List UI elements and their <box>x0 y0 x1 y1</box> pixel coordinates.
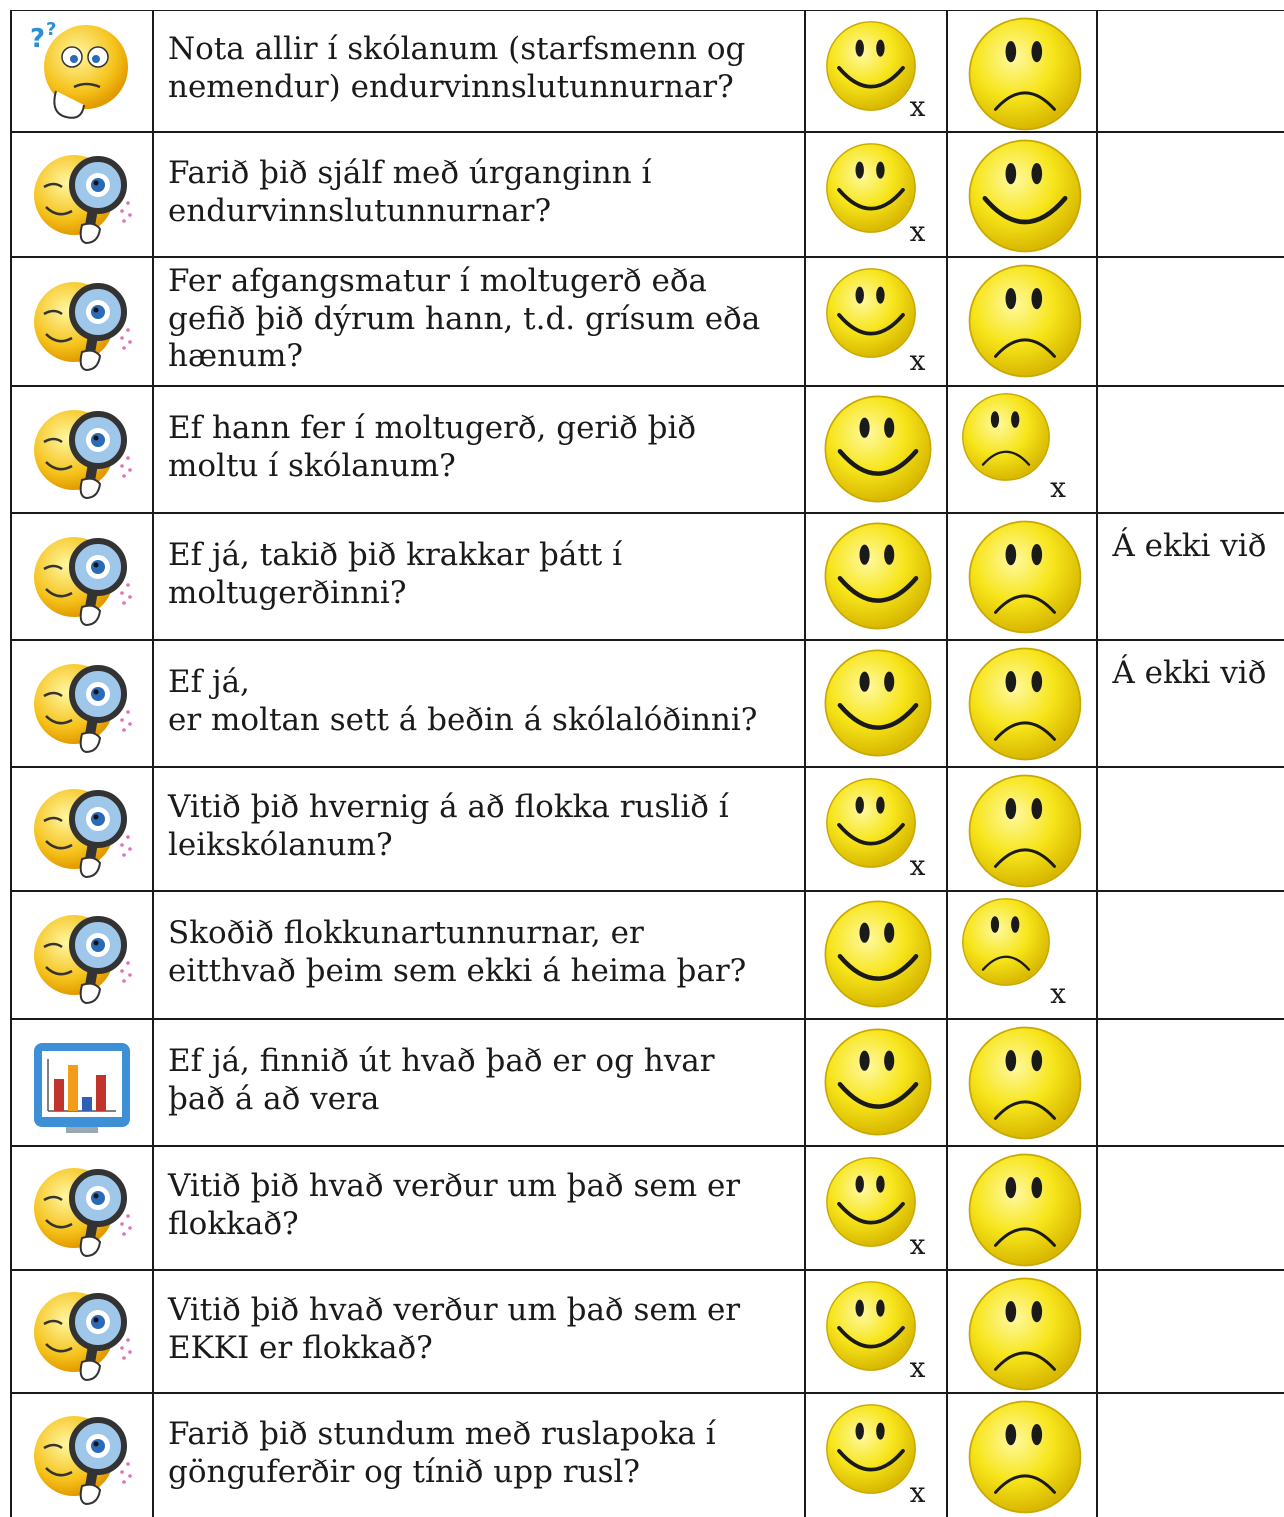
survey-row <box>11 1146 1284 1270</box>
note-cell <box>1097 1019 1284 1146</box>
survey-row <box>11 1019 1284 1146</box>
question-cell <box>153 1019 805 1146</box>
note-cell <box>1097 386 1284 513</box>
smiley-happy-icon <box>822 647 934 759</box>
note-cell <box>1097 1270 1284 1393</box>
no-answer-cell[interactable] <box>947 257 1097 386</box>
smiley-sad-icon <box>966 262 1084 380</box>
smiley-sad-icon <box>966 1398 1084 1516</box>
yes-answer-cell[interactable] <box>805 1019 947 1146</box>
survey-row <box>11 767 1284 891</box>
no-answer-cell[interactable] <box>947 767 1097 891</box>
no-answer-cell[interactable] <box>947 891 1097 1019</box>
question-cell <box>153 386 805 513</box>
bar-chart-board-icon <box>26 1029 138 1137</box>
yes-answer-cell[interactable] <box>805 386 947 513</box>
survey-row <box>11 640 1284 767</box>
question-text: Vitið þið hvað verður um það sem er flokkað? <box>168 1168 741 1242</box>
no-answer-cell[interactable] <box>947 640 1097 767</box>
note-cell <box>1097 1146 1284 1270</box>
question-text: Fer afgangsmatur í moltugerð eða gefið þið dýrum hann, t.d. grísum eða hænum? <box>168 262 761 375</box>
answer-mark: x <box>909 344 926 377</box>
smiley-happy-icon <box>822 1026 934 1138</box>
yes-answer-cell[interactable] <box>805 132 947 257</box>
not-applicable-note: Á ekki við <box>1112 528 1267 564</box>
yes-answer-cell[interactable] <box>805 1270 947 1393</box>
question-cell <box>153 513 805 640</box>
question-text: Vitið þið hvað verður um það sem er EKKI er flokkað? <box>168 1291 741 1366</box>
smiley-sad-icon <box>966 1024 1084 1142</box>
survey-row <box>11 1393 1284 1517</box>
row-icon-cell <box>11 513 153 640</box>
question-text: Skoðið flokkunartunnurnar, er eitthvað þeim sem ekki á heima þar? <box>168 915 747 989</box>
row-icon-cell <box>11 11 153 133</box>
answer-mark: x <box>909 1476 926 1509</box>
row-icon-cell <box>11 891 153 1019</box>
note-cell <box>1097 11 1284 133</box>
question-text: Ef hann fer í moltugerð, gerið þið moltu í skólanum? <box>168 409 697 484</box>
smiley-happy-icon <box>824 1155 918 1249</box>
survey-row <box>11 11 1284 133</box>
smiley-happy-icon <box>824 776 918 870</box>
smiley-happy-icon <box>966 137 1084 255</box>
svg-text:?: ? <box>30 24 46 54</box>
smiley-sad-icon <box>966 772 1084 890</box>
thinking-face-question-icon <box>26 17 138 125</box>
row-icon-cell <box>11 386 153 513</box>
question-cell <box>153 767 805 891</box>
note-cell <box>1097 1393 1284 1517</box>
yes-answer-cell[interactable] <box>805 891 947 1019</box>
smiley-happy-icon <box>824 1402 918 1496</box>
row-icon-cell <box>11 1019 153 1146</box>
note-cell <box>1097 767 1284 891</box>
no-answer-cell[interactable] <box>947 1270 1097 1393</box>
no-answer-cell[interactable] <box>947 1019 1097 1146</box>
row-icon-cell <box>11 1393 153 1517</box>
answer-mark: x <box>909 1351 926 1384</box>
survey-row <box>11 1270 1284 1393</box>
magnifying-glass-face-icon <box>26 1402 138 1510</box>
survey-row <box>11 257 1284 386</box>
note-cell <box>1097 513 1284 640</box>
yes-answer-cell[interactable] <box>805 1146 947 1270</box>
row-icon-cell <box>11 132 153 257</box>
question-cell <box>153 11 805 133</box>
svg-text:?: ? <box>46 19 57 40</box>
no-answer-cell[interactable] <box>947 11 1097 133</box>
no-answer-cell[interactable] <box>947 1146 1097 1270</box>
smiley-sad-icon <box>966 645 1084 763</box>
question-text: Vitið þið hvernig á að flokka ruslið í leikskólanum? <box>168 789 729 863</box>
magnifying-glass-face-icon <box>26 775 138 883</box>
smiley-sad-icon <box>960 391 1052 483</box>
answer-mark: x <box>1050 977 1066 1010</box>
survey-row <box>11 513 1284 640</box>
question-cell <box>153 132 805 257</box>
survey-table <box>10 10 1284 1517</box>
note-cell <box>1097 640 1284 767</box>
smiley-happy-icon <box>824 141 918 235</box>
magnifying-glass-face-icon <box>26 268 138 376</box>
row-icon-cell <box>11 257 153 386</box>
row-icon-cell <box>11 1146 153 1270</box>
question-text: Ef já, finnið út hvað það er og hvar það á að vera <box>168 1042 715 1117</box>
yes-answer-cell[interactable] <box>805 1393 947 1517</box>
smiley-happy-icon <box>822 520 934 632</box>
smiley-sad-icon <box>966 518 1084 636</box>
question-cell <box>153 1270 805 1393</box>
survey-row <box>11 132 1284 257</box>
smiley-sad-icon <box>966 1151 1084 1269</box>
yes-answer-cell[interactable] <box>805 513 947 640</box>
note-cell <box>1097 132 1284 257</box>
question-text: Ef já, er moltan sett á beðin á skólalóðinni? <box>168 663 758 738</box>
not-applicable-note: Á ekki við <box>1112 655 1267 691</box>
question-text: Farið þið sjálf með úrganginn í endurvinnslutunnurnar? <box>168 154 652 229</box>
survey-row <box>11 891 1284 1019</box>
smiley-sad-icon <box>960 896 1052 988</box>
yes-answer-cell[interactable] <box>805 640 947 767</box>
question-cell <box>153 1393 805 1517</box>
note-cell <box>1097 257 1284 386</box>
question-text: Farið þið stundum með ruslapoka í gönguferðir og tínið upp rusl? <box>168 1415 716 1490</box>
magnifying-glass-face-icon <box>26 1278 138 1386</box>
yes-answer-cell[interactable] <box>805 767 947 891</box>
smiley-happy-icon <box>824 266 918 360</box>
magnifying-glass-face-icon <box>26 901 138 1009</box>
question-text: Nota allir í skólanum (starfsmenn og nemendur) endurvinnslutunnurnar? <box>168 31 746 105</box>
yes-answer-cell[interactable] <box>805 257 947 386</box>
answer-mark: x <box>909 849 926 882</box>
no-answer-cell[interactable] <box>947 513 1097 640</box>
magnifying-glass-face-icon <box>26 1154 138 1262</box>
question-cell <box>153 891 805 1019</box>
question-cell <box>153 1146 805 1270</box>
magnifying-glass-face-icon <box>26 141 138 249</box>
answer-mark: x <box>909 90 926 123</box>
question-text: Ef já, takið þið krakkar þátt í moltugerðinni? <box>168 536 623 611</box>
note-cell <box>1097 891 1284 1019</box>
row-icon-cell <box>11 640 153 767</box>
row-icon-cell <box>11 1270 153 1393</box>
smiley-sad-icon <box>966 15 1084 133</box>
magnifying-glass-face-icon <box>26 650 138 758</box>
smiley-happy-icon <box>822 393 934 505</box>
no-answer-cell[interactable] <box>947 132 1097 257</box>
survey-row <box>11 386 1284 513</box>
answer-mark: x <box>909 1228 926 1261</box>
smiley-happy-icon <box>824 19 918 113</box>
smiley-happy-icon <box>824 1279 918 1373</box>
yes-answer-cell[interactable] <box>805 11 947 133</box>
answer-mark: x <box>909 215 926 248</box>
answer-mark: x <box>1050 471 1066 504</box>
smiley-sad-icon <box>966 1275 1084 1393</box>
row-icon-cell <box>11 767 153 891</box>
question-cell <box>153 257 805 386</box>
no-answer-cell[interactable] <box>947 1393 1097 1517</box>
magnifying-glass-face-icon <box>26 396 138 504</box>
no-answer-cell[interactable] <box>947 386 1097 513</box>
smiley-happy-icon <box>822 898 934 1010</box>
question-cell <box>153 640 805 767</box>
magnifying-glass-face-icon <box>26 523 138 631</box>
